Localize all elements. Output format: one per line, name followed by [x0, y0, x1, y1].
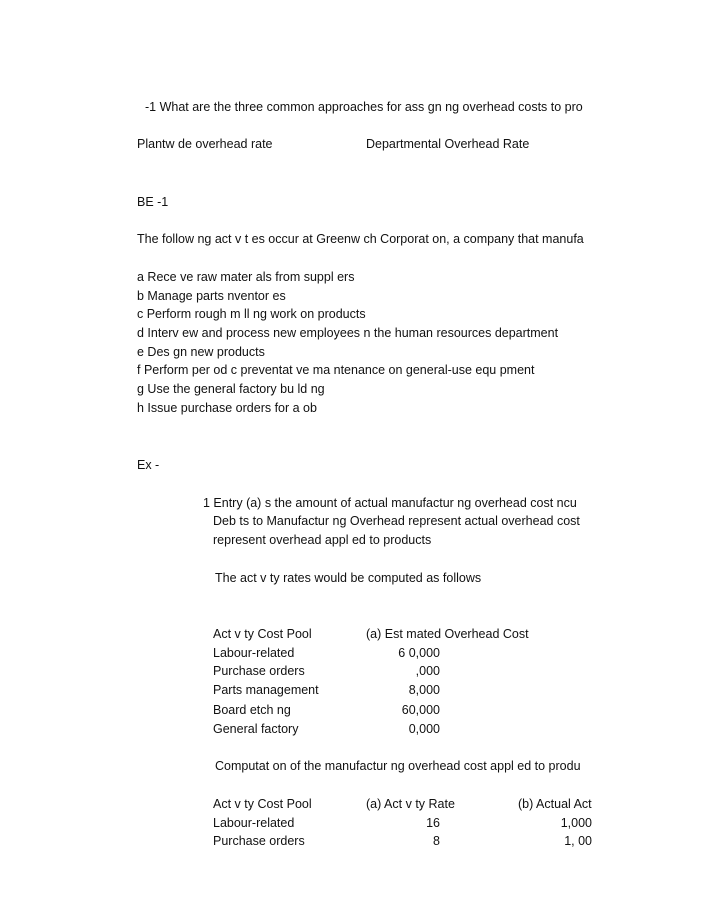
amount-cell: 0,000 — [408, 722, 440, 736]
amount-cell: 8,000 — [408, 683, 440, 697]
activity-item: b Manage parts nventor es — [137, 289, 286, 303]
amount-cell: ,000 — [415, 664, 440, 678]
ex-line: Deb ts to Manufactur ng Overhead represent actual overhead cost — [213, 514, 580, 528]
cost-pool-cell: Board etch ng — [213, 703, 291, 717]
activity-item: h Issue purchase orders for a ob — [137, 401, 317, 415]
activity-item: g Use the general factory bu ld ng — [137, 382, 325, 396]
be-heading: BE -1 — [137, 195, 169, 209]
table-header: Act v ty Cost Pool — [213, 627, 312, 641]
rate-cell: 8 — [433, 834, 440, 848]
rates-intro: The act v ty rates would be computed as follows — [215, 571, 482, 585]
approach-plantwide: Plantw de overhead rate — [137, 137, 273, 151]
cost-pool-cell: Labour-related — [213, 816, 295, 830]
rate-cell: 16 — [426, 816, 440, 830]
table-header: Act v ty Cost Pool — [213, 797, 312, 811]
cost-pool-cell: Labour-related — [213, 646, 295, 660]
activity-item: f Perform per od c preventat ve ma ntenance on general-use equ pment — [137, 363, 535, 377]
activity-item: e Des gn new products — [137, 345, 265, 359]
cost-pool-cell: Parts management — [213, 683, 319, 697]
computation-intro: Computat on of the manufactur ng overhead cost appl ed to produ — [215, 759, 581, 773]
cost-pool-cell: Purchase orders — [213, 664, 305, 678]
question-line: -1 What are the three common approaches for ass gn ng overhead costs to pro — [145, 100, 583, 114]
ex-heading: Ex - — [137, 458, 160, 472]
cost-pool-cell: General factory — [213, 722, 299, 736]
activity-item: d Interv ew and process new employees n the human resources department — [137, 326, 559, 340]
actual-activity-cell: 1,000 — [560, 816, 592, 830]
cost-pool-cell: Purchase orders — [213, 834, 305, 848]
table-header: (a) Act v ty Rate — [366, 797, 455, 811]
activity-item: c Perform rough m ll ng work on products — [137, 307, 366, 321]
amount-cell: 6 0,000 — [398, 646, 440, 660]
be-intro: The follow ng act v t es occur at Greenw ch Corporat on, a company that manufa — [137, 232, 584, 246]
approach-departmental: Departmental Overhead Rate — [366, 137, 530, 151]
ex-line: represent overhead appl ed to products — [213, 533, 432, 547]
actual-activity-cell: 1, 00 — [564, 834, 592, 848]
table-header: (b) Actual Act — [518, 797, 592, 811]
activity-item: a Rece ve raw mater als from suppl ers — [137, 270, 355, 284]
ex-line: 1 Entry (a) s the amount of actual manufactur ng overhead cost ncu — [203, 496, 577, 510]
table-header: (a) Est mated Overhead Cost — [366, 627, 529, 641]
amount-cell: 60,000 — [401, 703, 440, 717]
